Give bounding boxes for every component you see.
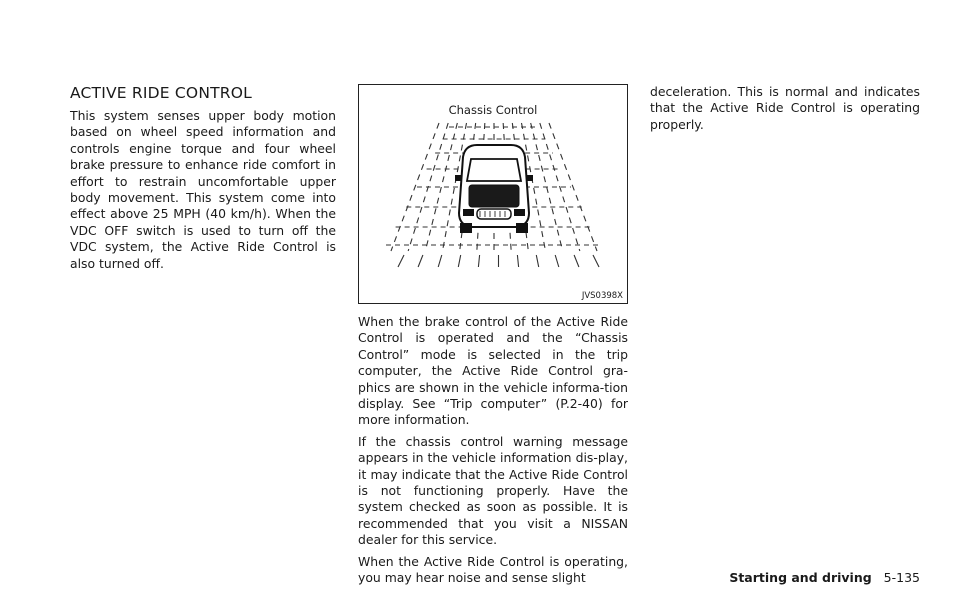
body-paragraph-2: If the chassis control warning message appears in the vehicle information dis-play, it may indicate that the Active Ride Control is not functioning properly. Have the system checked as soon as possible. It is recommended that you visit a NISSAN dealer for this service. (358, 433, 628, 548)
left-column (70, 84, 336, 277)
footer-section-name: Starting and driving (729, 570, 872, 585)
chassis-control-figure (358, 84, 628, 304)
body-paragraph-1: When the brake control of the Active Ride Control is operated and the “Chassis Control” mode is selected in the trip computer, the Active Ride Control gra-phics are shown in the vehicle informa-tion display. See “Trip computer” (P.2-40) for more information. (358, 314, 628, 428)
vehicle-headlight-left (463, 209, 474, 216)
bottom-tick-mark (458, 255, 460, 267)
vehicle-hood (469, 185, 519, 207)
right-column (650, 84, 920, 138)
vehicle-headlight-right (514, 209, 525, 216)
middle-column (358, 84, 628, 592)
bottom-tick-mark (478, 255, 479, 267)
vehicle-wheel-left (460, 223, 472, 233)
bottom-tick-mark (438, 255, 442, 267)
vehicle-mirror-left (455, 175, 462, 181)
bottom-tick-mark (398, 255, 404, 267)
figure-title: Chassis Control (448, 103, 538, 117)
vehicle-grille (477, 209, 511, 219)
vehicle-windshield (467, 159, 521, 181)
bottom-tick-mark (536, 255, 538, 267)
body-paragraph-3-continued: deceleration. This is normal and indicates that the Active Ride Control is operating properly. (650, 84, 920, 132)
section-heading: ACTIVE RIDE CONTROL (70, 84, 253, 102)
bottom-tick-mark (593, 255, 599, 267)
body-paragraph-3: When the Active Ride Control is operating, you may hear noise and sense slight (358, 553, 628, 586)
grid-column-line (391, 123, 439, 251)
bottom-tick-mark (555, 255, 559, 267)
page-footer (729, 570, 920, 585)
grid-column-line (408, 123, 448, 251)
bottom-tick-mark (517, 255, 518, 267)
bottom-tick-mark (574, 255, 579, 267)
chassis-control-graphic (359, 85, 629, 305)
intro-paragraph: This system senses upper body motion based on wheel speed information and controls engine torque and four wheel brake pressure to enhance ride comfort in effort to restrain uncomfortable upper body movement. This system come into effect above 25 MPH (40 km/h). When the VDC OFF switch is used to turn off the VDC system, the Active Ride Control is also turned off. (70, 108, 336, 271)
bottom-tick-mark (418, 255, 423, 267)
page-number: 5-135 (883, 570, 920, 585)
vehicle-mirror-right (526, 175, 533, 181)
vehicle-wheel-right (516, 223, 528, 233)
figure-code: JVS0398X (581, 291, 623, 301)
